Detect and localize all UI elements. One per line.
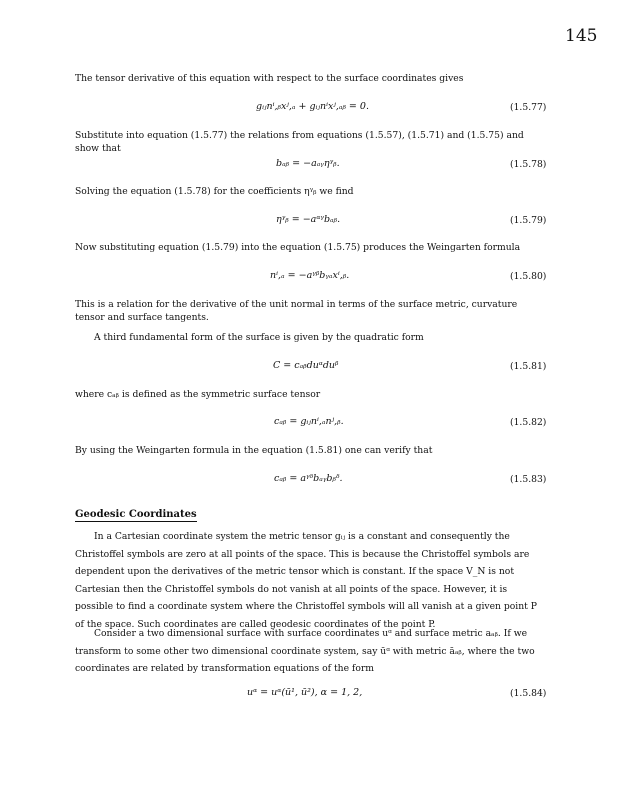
equation-1-5-81: C = cₐᵦduᵅduᵝ [273,360,339,371]
paragraph: In a Cartesian coordinate system the metric tensor gᵢⱼ is a constant and consequently the Christoffel symbols are zero at all points of the space. This is because the Christoffel symbols are dependent upon the derivatives of the metric tensor which is constant. If the space V_N is not Cartesian then the Christoffel symbols do not vanish at all points of the space. However, it is possible to find a coordinate system where the Christoffel symbols will all vanish at a given point P of the space. Such coordinates are called geodesic coordinates of the point P. [75,531,537,630]
equation-number: (1.5.82) [510,417,547,428]
equation-1-5-83: cₐᵦ = aᵞᵟbₐᵧbᵦᵟ. [274,473,343,484]
equation-1-5-82: cₐᵦ = gᵢⱼnⁱ,ₐnʲ,ᵦ. [274,416,344,427]
paragraph: A third fundamental form of the surface is given by the quadratic form [94,332,424,343]
paragraph: Substitute into equation (1.5.77) the relations from equations (1.5.57), (1.5.71) and (1.5.75) and show that [75,130,524,154]
equation-1-5-79: ηᵞᵦ = −aᵅᵞbₐᵦ. [276,214,341,225]
equation-number: (1.5.81) [510,361,547,372]
equation-number: (1.5.78) [510,159,547,170]
paragraph: The tensor derivative of this equation with respect to the surface coordinates gives [75,73,464,84]
equation-number: (1.5.77) [510,102,547,113]
equation-1-5-78: bₐᵦ = −aₐᵧηᵞᵦ. [276,158,340,169]
page-number: 145 [565,26,598,46]
paragraph: This is a relation for the derivative of the unit normal in terms of the surface metric, curvature tensor and surface tangents. [75,299,518,323]
paragraph: where cₐᵦ is defined as the symmetric surface tensor [75,389,321,400]
equation-1-5-77: gᵢⱼnⁱ,ᵦxʲ,ₐ + gᵢⱼnⁱxʲ,ₐᵦ = 0. [256,101,369,112]
paragraph: Solving the equation (1.5.78) for the coefficients ηᵞᵦ we find [75,186,354,197]
paragraph: Consider a two dimensional surface with surface coordinates uᵅ and surface metric aₐᵦ. If we transform to some other two dimensional coordinate system, say ūᵅ with metric āₐᵦ, where the two coordinates are related by transformation equations of the form [75,628,535,674]
section-heading: Geodesic Coordinates [75,509,197,520]
equation-1-5-80: nⁱ,ₐ = −aᵞᵝbᵧₐxⁱ,ᵦ. [270,270,350,281]
equation-1-5-84: uᵅ = uᵅ(ū¹, ū²), α = 1, 2, [247,687,363,698]
paragraph: Now substituting equation (1.5.79) into the equation (1.5.75) produces the Weingarten formula [75,242,521,253]
equation-number: (1.5.80) [510,271,547,282]
equation-number: (1.5.84) [510,688,547,699]
paragraph: By using the Weingarten formula in the equation (1.5.81) one can verify that [75,445,433,456]
equation-number: (1.5.83) [510,474,547,485]
equation-number: (1.5.79) [510,215,547,226]
